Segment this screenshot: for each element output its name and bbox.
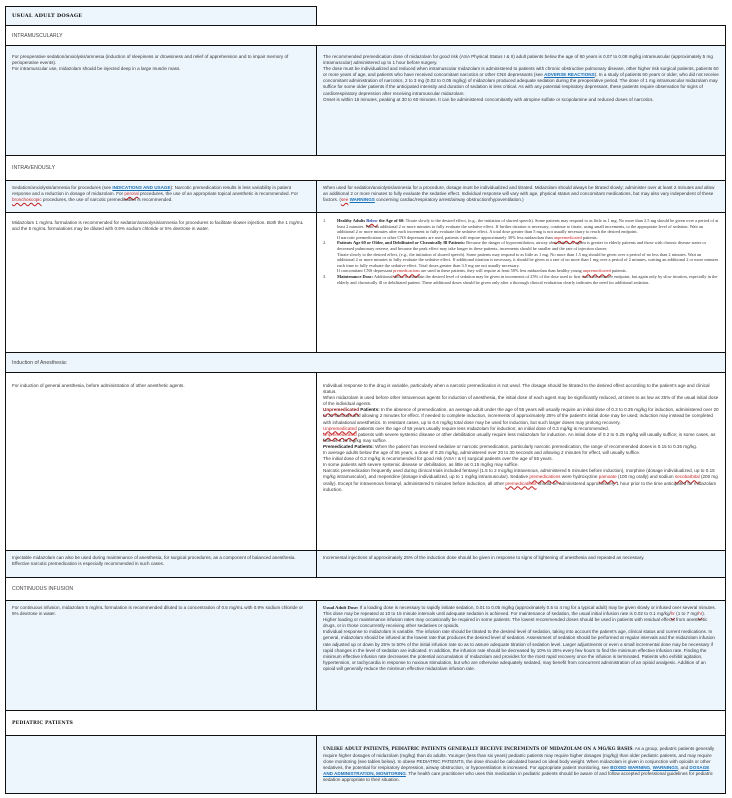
iv-row2-left (5, 212, 317, 353)
list-number: 3. (323, 273, 327, 279)
im-right-cell (316, 45, 726, 156)
iv-row1-left (5, 180, 317, 213)
text: procedures, the use of an appropriate topical anesthetic is recommended. For (138, 191, 299, 197)
text: . As a group, pediatric patients generally require higher dosages of midazolam (mg/kg) than do adults. Younger (less than six years) pediatric patients may require higher dosages (mg/kg) than older pediatric patients, and may require close monitoring (see tables below). In obese PEDIATRIC PATIENTS, the dose should be calculated based on ideal body weight. When midazolam is given in conjunction with opioids or other sedatives, the potential for respiratory depression, airway obstruction, or hypoventilation is increased. For appropriate patient monitoring, see (323, 746, 715, 771)
section-intravenously (5, 155, 726, 181)
text: If narcotic premedication or other CNS depressants are used, patients will require approximately 30% less midazolam than (337, 234, 554, 240)
text: concerning cardiac/respiratory arrest/airway obstruction/hypoventilation.) (374, 197, 524, 203)
im-left-cell (5, 45, 317, 156)
text: , (650, 765, 653, 771)
spellcheck-word: see (340, 197, 349, 203)
spellcheck-word: Unpremedicated (323, 425, 357, 431)
text: . The health care practitioner who uses this medication in pediatric patients should be aware of and follow accepted professional guidelines for pediatric sedation appropriate to their situation. (323, 771, 713, 783)
induction-right (316, 372, 726, 551)
text: When used for sedation/anxiolysis/amnesia for a procedure, dosage must be individualized and titrated. Midazolam should always be titrated slowly; administer over at least 2 minutes and allow an additional 2 or more minutes to fully evaluate the sedative effect. Individual response will vary with age, physical status and concomitant medications, but may also vary independent of these factors. ( (323, 185, 715, 203)
list-item-text (337, 240, 719, 274)
text: If a loading dose is necessary to rapidly initiate sedation, 0.01 to 0.05 mg/kg (approximately 0.5 to 4 mg for a typical adult) may be given slowly or infused over several minutes. This dose may be repeated at 10 to 15 minute intervals until adequate sedation is achieved. For maintenance of sedation, the usual initial infusion rate is 0.02 to 0.1 mg/kg/ (323, 605, 716, 617)
list-item-text (337, 218, 719, 240)
text: In the absence of premedication, an average adult under the age of 55 years will usually require an initial dose of 0.3 to 0.35 mg/kg for induction, administered over 20 to 30 seconds and allowing 2 minutes for effect. If needed to complete induction, increments of approximately 25% of the patient's initial dose may be used; induction may instead be completed with inhalational anesthetics. In resistant cases, up to 0.6 mg/kg total dose may be used for induction, but such larger doses may prolong recovery. (323, 407, 719, 425)
spellcheck-word: Unpremedicated (323, 431, 357, 437)
spellcheck-word: premedications (529, 474, 561, 480)
pediatric-right (316, 735, 726, 794)
section-induction (5, 352, 726, 373)
text: (1 to 7 mg/ (674, 611, 699, 617)
induction-text: In average adults below the age of 55 years, a dose of 0.25 mg/kg, administered over 20 to 30 seconds and allowing 2 minutes for effect, will usually suffice. (323, 450, 641, 456)
text: Titrate slowly to the desired effect, (e.g., the initiation of slurred speech). Some patients may respond to as little as 1 mg. No more than 2.5 mg should be given over a period of at least 2 minutes. Wait an additional 2 or more minutes to fully evaluate the sedative effect. If further titration is necessary, continue to titrate, using small increments, to the appropriate level of sedation. Wait an additional 2 or more minutes after each increment to fully evaluate the sedative effect. A total dose greater than 5 mg is not usually necessary to reach the desired endpoint. (337, 218, 719, 235)
iv-dosing-list (323, 218, 719, 285)
text: patients with severe systemic disease or other debilitation usually require less midazolam for induction. An initial dose of 0.2 to 0.25 mg/kg will usually suffice; in some cases, as little as 0.15 mg/kg may suffice. (323, 431, 716, 443)
im-right-text: The recommended premedication dose of midazolam for good risk (ASA Physical Status I & II) adult patients below the age of 60 years is 0.07 to 0.08 mg/kg intramuscular (approximately 5 mg intramuscular) administered up to 1 hour before surgery. (323, 54, 713, 66)
item-title: Patients: (359, 407, 380, 413)
usual-adult-dosage-header (5, 6, 317, 26)
text: (200 mg orally). Except for intravenous fentanyl, administered 5 minutes before induction, all other (323, 474, 718, 486)
im-left-text: For intramuscular use, midazolam should be injected deep in a large muscle mass. (12, 66, 181, 72)
warnings-link[interactable]: WARNINGS (349, 197, 375, 203)
text: procedures, the use of narcotic premedication is recommended. (41, 197, 173, 203)
dosage-and-administration-monitoring-link[interactable]: DOSAGE AND ADMINISTRATION, MONITORING (323, 765, 710, 777)
iv-row2-right (316, 212, 726, 353)
im-right-text: Onset is within 15 minutes, peaking at 30 to 60 minutes. It can be administered concomitantly with atropine sulfate or scopolamine and reduced doses of narcotics. (323, 96, 654, 102)
spellcheck-word: pamoate (598, 474, 617, 480)
spellcheck-word: unpremedicated (553, 234, 582, 240)
induction-left-text: For induction of general anesthesia, before administration of other anesthetic agents. (12, 383, 185, 388)
list-number: 2. (323, 240, 327, 246)
ci-left (5, 600, 317, 711)
maintenance-right (316, 550, 726, 578)
item-title: Healthy Adults (337, 218, 367, 223)
text: If concomitant CNS depressant (337, 268, 394, 274)
induction-left (5, 372, 317, 551)
iv-row1-right (316, 180, 726, 213)
section-label: INTRAVENOUSLY (12, 165, 56, 171)
section-continuous-infusion (5, 577, 726, 601)
spellcheck-word: premedications (505, 480, 537, 486)
spellcheck-word: hr (698, 611, 703, 617)
spellcheck-word: peroral (124, 191, 139, 197)
text: ): Narcotic premedication results in less variability in patient response and a reduction in dosage of midazolam. For (12, 185, 292, 197)
maintenance-text: Injectable midazolam can also be used during maintenance of anesthesia, for surgical procedures, as a component of balanced anesthesia. Effective narcotic premedication is especially recommended in such cases. (12, 555, 296, 567)
maintenance-left (5, 550, 317, 578)
pediatric-left (5, 735, 317, 794)
iv-row1-right-text (323, 185, 719, 203)
text: Additional doses to maintain the desired level of sedation may be given in increments of 25% of the dose used to first reach the sedative endpoint, but again only by slow titration, especially in the elderly and chronically ill or debilitated patient. These additional doses should be given only after a thorough clinical evaluation clearly indicates the need for additional sedation. (337, 273, 718, 285)
text: When the patient has received sedative or narcotic premedication, particularly narcotic premedication, the range of recommended doses is 0.15 to 0.35 mg/kg. (373, 443, 698, 449)
section-label: PEDIATRIC PATIENTS (12, 721, 74, 726)
text: Because the danger of hypoventilation, airway obstruction, or apnea is greater in elderly patients and those with chronic disease states or decreased pulmonary reserve, and because the peak effect may take longer in these patients, increments should be smaller and the rate of injection slower. (337, 240, 707, 251)
text: are used in these patients, they will require at least 50% less midazolam than healthy young (419, 268, 583, 274)
spellcheck-word: Below (366, 218, 378, 223)
spellcheck-word: hr (670, 611, 675, 617)
iv-row2-left-text: Midazolam 1 mg/mL formulation is recommended for sedation/anxiolysis/amnesia for procedures to facilitate slower injection. Both the 1 mg/mL and the 5 mg/mL formulations may be diluted with 0.9% sodium chloride or 5% dextrose in water. (12, 220, 303, 232)
text: ). Higher loading or maintenance infusion rates may occasionally be required in some patients. The lowest recommended doses should be used in patients with residual effects from anesthetic drugs, or in those concurrently receiving other sedatives or opioids. (323, 611, 708, 629)
induction-text (323, 432, 719, 444)
text: Sedation/anxiolysis/amnesia for procedures (see (12, 185, 113, 190)
text: , and (677, 765, 690, 771)
list-item (323, 218, 719, 240)
item-title: Patients Age 60 or Older, and Debilitated or Chronically Ill Patients: (337, 240, 466, 246)
section-pediatric (5, 710, 726, 736)
ci-right (316, 600, 726, 711)
spellcheck-word: bronchoscopic (12, 197, 42, 203)
ci-text (323, 605, 719, 629)
item-title: the Age of 60: (377, 218, 405, 223)
induction-text: In some patients with severe systemic disease or debilitation, as little as 0.15 mg/kg may suffice. (323, 462, 519, 468)
section-label: INTRAMUSCULARLY (12, 33, 63, 39)
text: should be administered approximately 1 hour prior to the time anticipated for midazolam induction. (323, 480, 717, 492)
text: Narcotic premedication frequently used during clinical trials included fentanyl (1.5 to 2 mcg/kg intravenous, administered 5 minutes before induction), morphine (dosage individualized, up to 0.15 mg/kg intramuscular), and meperidine (dosage individualized, up to 1 mg/kg intramuscular). Sedative (323, 468, 715, 480)
text: patients. (581, 234, 598, 240)
ci-text: Individual response to midazolam is variable. The infusion rate should be titrated to the desired level of sedation, taking into account the patient's age, clinical status and current medications. In general, midazolam should be infused at the lowest rate that produces the desired level of sedation. Assessment of sedation should be performed at regular intervals and the midazolam infusion rate adjusted up or down by 25% to 50% of the initial infusion rate so as to assure adequate titration of sedation level. Larger adjustments or even a small incremental dose may be necessary if rapid changes in the level of sedation are indicated. In addition, the infusion rate should be decreased by 10% to 25% every few hours to find the minimum effective infusion rate. Finding the minimum effective infusion rate decreases the potential accumulation of midazolam and provides for the most rapid recovery once the infusion is terminated. Patients who exhibit agitation, hypertension, or tachycardia in response to noxious stimulation, but who are otherwise adequately sedated, may benefit from concurrent administration of an opioid analgesic. Addition of an opioid will generally reduce the minimum effective midazolam infusion rate. (323, 629, 715, 671)
induction-text: The initial dose of 0.2 mg/kg is recommended for good risk (ASA I & II) surgical patients over the age of 55 years. (323, 456, 553, 462)
ci-left-text: For continuous infusion, midazolam 5 mg/mL formulation is recommended diluted to a concentration of 0.5 mg/mL with 0.9% sodium chloride or 5% dextrose in water. (12, 605, 303, 617)
induction-text (323, 468, 719, 492)
list-item (323, 274, 719, 285)
list-number: 1. (323, 218, 327, 223)
text: The dose must be individualized and reduced when intramuscular midazolam is administered to patients with chronic obstructive pulmonary disease, other higher risk surgical patients, patients 60 or more years of age, and patients who have received concomitant narcotics or other CNS depressants (see (323, 66, 719, 78)
text: patients over the age of 55 years usually require less midazolam for induction; an initial dose of 0.3 mg/kg is recommended. (356, 425, 609, 431)
pediatric-text (323, 746, 719, 784)
spellcheck-word: secobarbital (674, 474, 700, 480)
item-title: Maintenance Dose: (337, 273, 373, 279)
list-item-text (337, 274, 719, 285)
text: ). In a study of patients 60 years or older, who did not receive concomitant administration of narcotics, 2 to 3 mg (0.02 to 0.05 mg/kg) of midazolam produced adequate sedation during the preoperative period. The dose of 1 mg intramuscular midazolam may suffice for some older patients if the anticipated intensity and duration of sedation is less critical. As with any potential respiratory depressant, these patients require observation for signs of cardiorespiratory depression after receiving intramuscular midazolam. (323, 72, 719, 96)
item-title: Premedicated Patients: (323, 443, 374, 449)
spellcheck-word: premedications (393, 268, 420, 274)
spellcheck-word: unpremedicated (582, 268, 611, 274)
induction-text (323, 407, 719, 425)
text: (100 mg orally) and sodium (616, 474, 675, 480)
list-item (323, 240, 719, 274)
iv-row1-left-text (12, 185, 310, 203)
section-label: Induction of Anesthesia: (12, 360, 68, 366)
adverse-reactions-link[interactable]: ADVERSE REACTIONS (544, 72, 595, 78)
section-intramuscularly (5, 25, 726, 46)
text: Titrate slowly to the desired effect, (e.g., the initiation of slurred speech). Some patients may respond to as little as 1 mg. No more than 1.5 mg should be given over a period of no less than 2 minutes. Wait an additional 2 or more minutes to fully evaluate the sedative effect. If additional titration is necessary, it should be given at a rate of no more than 1 mg over a period of 2 minutes, waiting an additional 2 or more minutes each time to fully evaluate the sedative effect. Total doses greater than 3.5 mg are not usually necessary. (337, 251, 719, 268)
indications-and-usage-link[interactable]: INDICATIONS AND USAGE (112, 185, 171, 190)
header-title: USUAL ADULT DOSAGE (12, 13, 83, 19)
item-title: UNLIKE ADULT PATIENTS, PEDIATRIC PATIENTS GENERALLY RECEIVE INCREMENTS OF MIDAZOLAM ON A MG/KG BASIS (323, 747, 633, 752)
spellcheck-word: Unpremedicated (323, 407, 359, 413)
induction-text: When midazolam is used before other intravenous agents for induction of anesthesia, the initial dose of each agent may be significantly reduced, at times to as low as 25% of the usual initial dose of the individual agents. (323, 395, 719, 407)
warnings-link[interactable]: WARNINGS (652, 765, 678, 771)
im-right-text (323, 66, 719, 96)
induction-text: Individual response to the drug is variable, particularly when a narcotic premedication is not used. The dosage should be titrated to the desired effect according to the patient's age and clinical status. (323, 383, 710, 395)
text: were hydroxyzine (560, 474, 599, 480)
im-left-text: For preoperative sedation/anxiolysis/amnesia (induction of sleepiness or drowsiness and relief of apprehension and to impair memory of perioperative events). (12, 54, 289, 66)
maintenance-text: Incremental injections of approximately 25% of the induction dose should be given in response to signs of lightening of anesthesia and repeated as necessary. (323, 555, 645, 560)
item-title: Usual Adult Dose: (323, 605, 359, 610)
boxed-warning-link[interactable]: BOXED WARNING (610, 765, 651, 771)
section-label: CONTINUOUS INFUSION (12, 586, 74, 592)
text: patients. (610, 268, 627, 274)
